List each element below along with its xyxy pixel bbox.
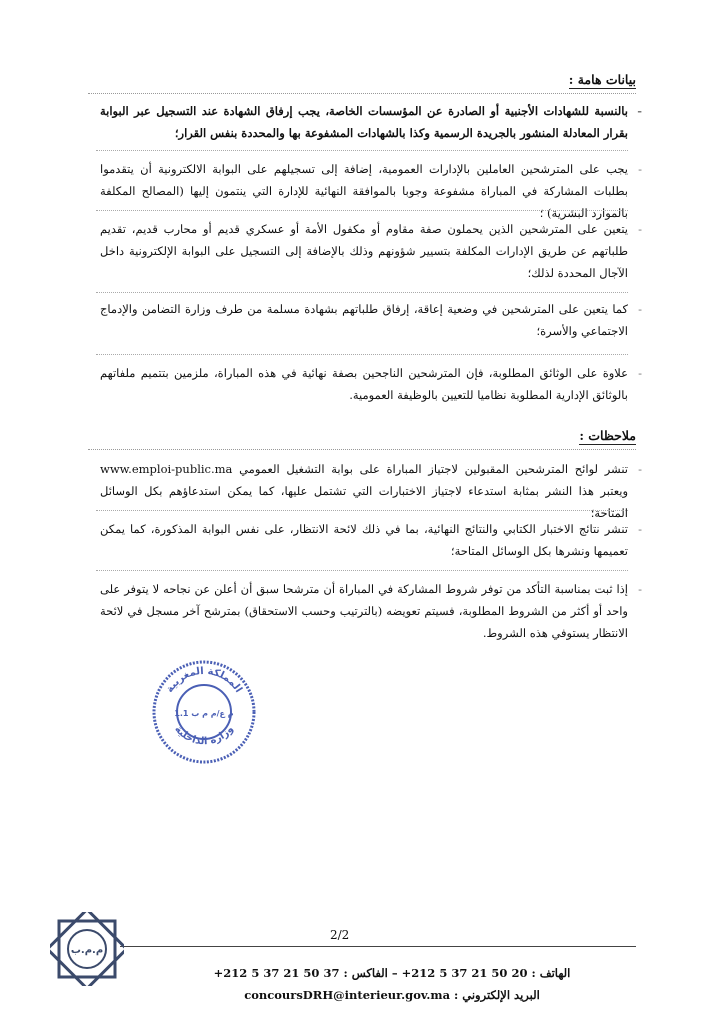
important-item-1: - بالنسبة للشهادات الأجنبية أو الصادرة عن المؤسسات الخاصة، يجب إرفاق الشهادة عند التسجيل عبر البوابة بقرار المعادلة المنشور بالجريدة الرسمية وكذا بالشهادات المشفوعة بها والمحددة بنفس القرار؛ (100, 100, 628, 144)
notes-heading: ملاحظات : (579, 428, 636, 443)
bullet-dash: - (638, 462, 642, 476)
bullet-dash: - (638, 366, 642, 380)
item-separator (96, 210, 628, 211)
stamp-bottom-text: وزارة الداخلية (172, 723, 236, 748)
footer-phone: الهاتف : 20 50 21 37 5 212+ – الفاكس : 37 50 21 37 5 212+ (213, 966, 571, 980)
item-separator (96, 150, 628, 151)
bullet-dash: - (638, 302, 642, 316)
important-item-4: - كما يتعين على المترشحين في وضعية إعاقة، إرفاق طلباتهم بشهادة مسلمة من طرف وزارة التضامن والإدماج الاجتماعي والأسرة؛ (100, 298, 628, 342)
bullet-dash: - (638, 222, 642, 236)
section-rule (88, 449, 636, 450)
page-number: 2/2 (330, 928, 350, 942)
important-item-2: - يجب على المترشحين العاملين بالإدارات العمومية، إضافة إلى تسجيلهم على البوابة الالكترونية أن يتقدموا بطلبات المشاركة في المباراة مشفوعة وجوبا بالموافقة النهائية للإدارة التي ينتمون إليها (المصالح المكلفة بالموارد البشرية) ؛ (100, 158, 628, 224)
stamp-top-text: المملكة المغربية (164, 665, 244, 695)
stamp-center-text: م ع/م م ب 1.1 (174, 709, 234, 718)
footer-rule (120, 946, 636, 947)
item-separator (96, 510, 628, 511)
bullet-dash: - (638, 522, 642, 536)
important-heading: بيانات هامة : (568, 72, 636, 87)
item-separator (96, 292, 628, 293)
official-stamp (150, 658, 258, 766)
ministry-logo (50, 912, 124, 986)
section-rule (88, 93, 636, 94)
footer-email: البريد الإلكتروني : concoursDRH@interieur.gov.ma (244, 988, 540, 1002)
important-item-3: - يتعين على المترشحين الذين يحملون صفة مقاوم أو مكفول الأمة أو عسكري قديم أو محارب قديم، تقديم طلباتهم عن طريق الإدارات المكلفة بتسيير شؤونهم وذلك بالإضافة إلى التسجيل على البوابة الإلكترونية داخل الآجال المحددة لذلك؛ (100, 218, 628, 284)
item-separator (96, 354, 628, 355)
bullet-dash: - (637, 104, 642, 118)
bullet-dash: - (638, 582, 642, 596)
note-item-1: - تنشر لوائح المترشحين المقبولين لاجتياز المباراة على بوابة التشغيل العمومي www.emploi-public.ma ويعتبر هذا النشر بمثابة استدعاء لاجتياز الاختبارات التي تشتمل عليها، كما يمكن استدعاؤهم بكل الوسائل المتاحة؛ (100, 458, 628, 524)
logo-text: م.م.ب (70, 945, 104, 956)
bullet-dash: - (638, 162, 642, 176)
note-item-2: - تنشر نتائج الاختبار الكتابي والنتائج النهائية، بما في ذلك لائحة الانتظار، على نفس البوابة المذكورة، كما يمكن تعميمها ونشرها بكل الوسائل المتاحة؛ (100, 518, 628, 562)
note-item-3: - إذا ثبت بمناسبة التأكد من توفر شروط المشاركة في المباراة أن مترشحا سبق أن أعلن عن نجاحه لا يتوفر على واحد أو أكثر من الشروط المطلوبة، فسيتم تعويضه (بالترتيب وحسب الاستحقاق) بمترشح آخر مسجل في لائحة الانتظار يستوفي هذه الشروط. (100, 578, 628, 644)
item-separator (96, 570, 628, 571)
important-item-5: - علاوة على الوثائق المطلوبة، فإن المترشحين الناجحين بصفة نهائية في هذه المباراة، ملزمين بتتميم ملفاتهم بالوثائق الإدارية المطلوبة نظاميا للتعيين بالوظيفة العمومية. (100, 362, 628, 406)
